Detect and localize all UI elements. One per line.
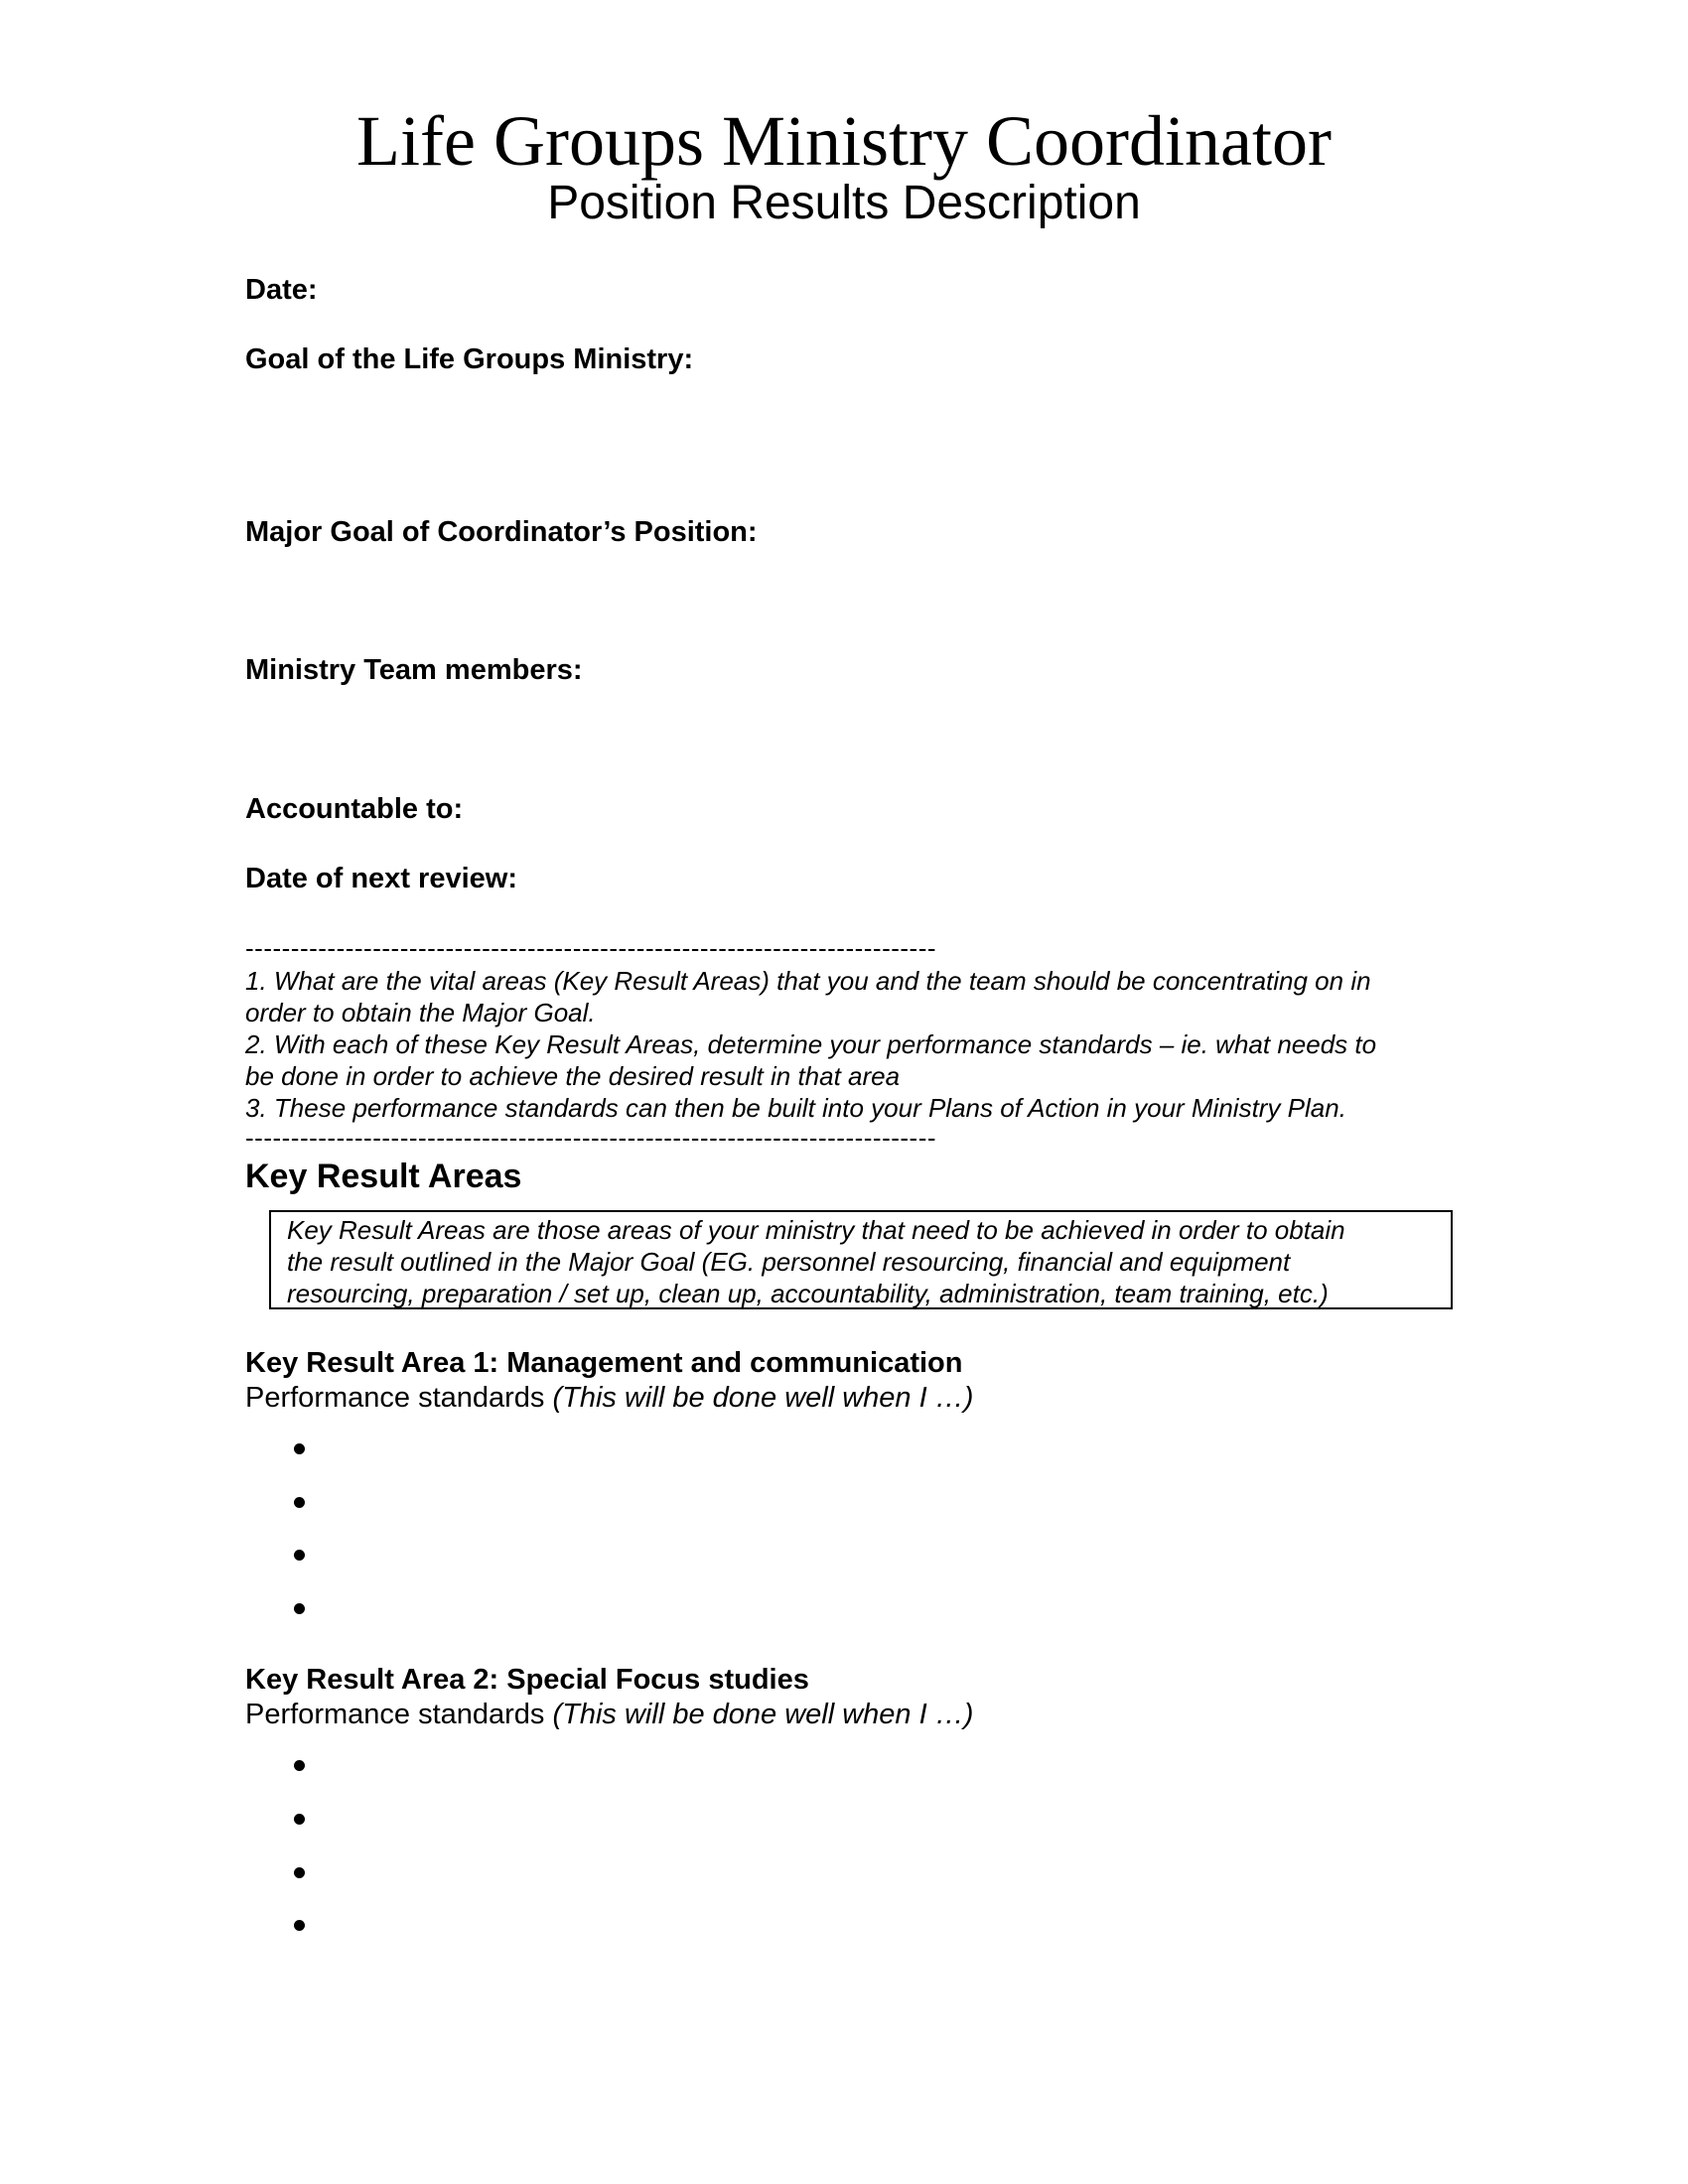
next-review-label: Date of next review:	[245, 863, 517, 894]
performance-standards-label: Performance standards	[245, 1382, 553, 1414]
instruction-line: 2. With each of these Key Result Areas, determine your performance standards – ie. what needs to	[245, 1029, 1377, 1059]
instruction-line: order to obtain the Major Goal.	[245, 998, 596, 1027]
key-result-area-1-performance-standards	[245, 1380, 973, 1416]
key-result-area-1-title: Key Result Area 1: Management and communication	[245, 1347, 963, 1379]
instruction-line: be done in order to achieve the desired result in that area	[245, 1061, 901, 1091]
bullet-point	[294, 1920, 305, 1931]
bullet-point	[294, 1867, 305, 1878]
ministry-goal-label: Goal of the Life Groups Ministry:	[245, 343, 694, 375]
key-result-area-2-performance-standards	[245, 1697, 973, 1732]
definition-line: the result outlined in the Major Goal (EG. personnel resourcing, financial and equipment	[287, 1247, 1291, 1277]
document-subtitle: Position Results Description	[547, 177, 1141, 229]
bullet-point	[294, 1497, 305, 1508]
bullet-point	[294, 1443, 305, 1454]
date-field-label: Date:	[245, 274, 318, 306]
team-members-label: Ministry Team members:	[245, 654, 583, 686]
bullet-point	[294, 1603, 305, 1614]
bullet-point	[294, 1814, 305, 1825]
performance-standards-label: Performance standards	[245, 1699, 553, 1730]
accountable-to-label: Accountable to:	[245, 793, 464, 825]
performance-standards-note: (This will be done well when I …)	[552, 1699, 974, 1730]
key-result-areas-heading: Key Result Areas	[245, 1158, 522, 1195]
performance-standards-note: (This will be done well when I …)	[552, 1382, 974, 1414]
document-title: Life Groups Ministry Coordinator	[356, 101, 1332, 181]
separator-bottom: ----------------------------------------------------------------------------	[245, 1123, 937, 1153]
instruction-line: 3. These performance standards can then be built into your Plans of Action in your Ministry Plan.	[245, 1093, 1346, 1123]
definition-line: resourcing, preparation / set up, clean up, accountability, administration, team training, etc.)	[287, 1279, 1329, 1308]
key-result-areas-definition-box	[269, 1210, 1453, 1309]
definition-line: Key Result Areas are those areas of your ministry that need to be achieved in order to obtain	[287, 1215, 1345, 1245]
bullet-point	[294, 1550, 305, 1561]
separator-top: ----------------------------------------------------------------------------	[245, 933, 937, 963]
major-goal-label: Major Goal of Coordinator’s Position:	[245, 516, 758, 548]
key-result-area-2-title: Key Result Area 2: Special Focus studies	[245, 1664, 809, 1696]
bullet-point	[294, 1760, 305, 1771]
instruction-line: 1. What are the vital areas (Key Result Areas) that you and the team should be concentrating on in	[245, 966, 1371, 996]
